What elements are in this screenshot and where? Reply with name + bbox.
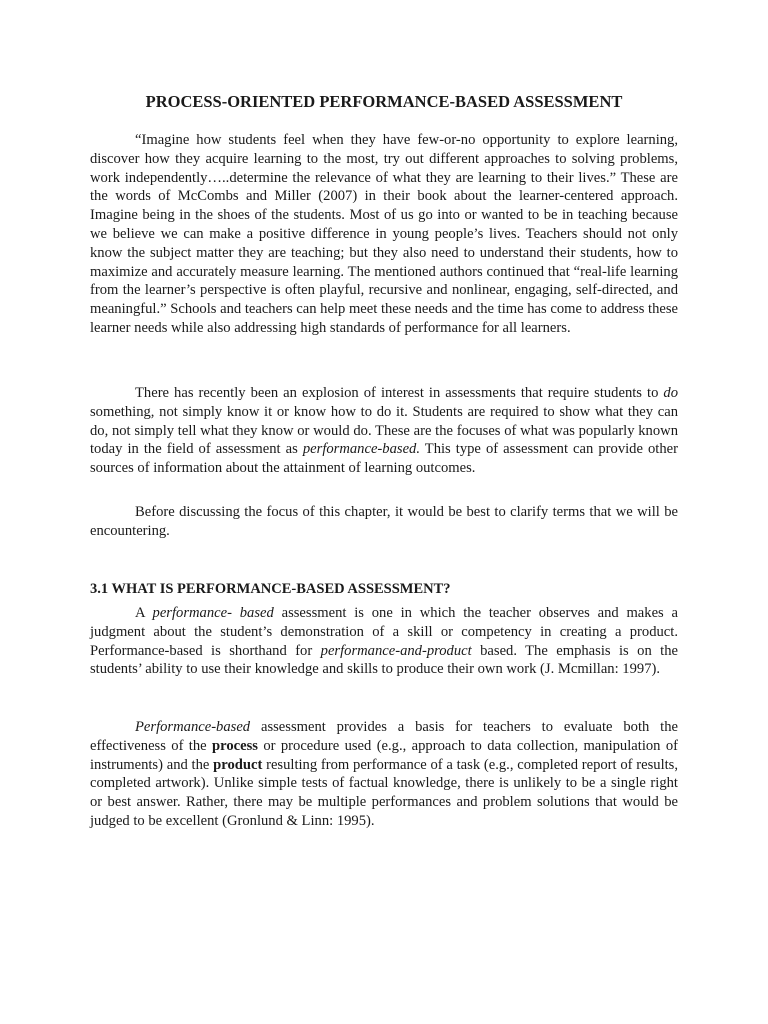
emphasis-performance-based: performance-based. <box>302 441 420 458</box>
text-run: assessment is one in which the teacher observes and makes a judgment about the student’s demonstration of a skill or competency in creating a product. Performance-based is shorthand for <box>90 605 678 659</box>
emphasis-do: do <box>663 385 678 401</box>
page-title: PROCESS-ORIENTED PERFORMANCE-BASED ASSESSMENT <box>145 92 623 111</box>
paragraph-explosion-of-interest <box>90 384 678 478</box>
emphasis-performance-based-term: performance- based <box>152 605 274 621</box>
paragraph-process-and-product <box>90 718 678 831</box>
text-run: A <box>135 605 153 621</box>
text-run: resulting from performance of a task (e.g., completed report of results, completed artwork). Unlike simple tests of factual knowledge, there is unlikely to be a single right or best answer. Rather, there may be multiple performances and problem solutions that would be judged to be excellent (Gronlund & Linn: 1995). <box>90 756 679 829</box>
emphasis-performance-based-lead: Performance-based <box>135 719 251 735</box>
text-run: assessment provides a basis for teachers to evaluate both the effectiveness of the <box>90 719 678 754</box>
text-run: something, not simply know it or know how to do it. Students are required to show what they can do, not simply tell what they know or would do. These are the focuses of what was popularly known today in the field of assessment as <box>90 403 678 458</box>
paragraph-intro: “Imagine how students feel when they have few-or-no opportunity to explore learning, discover how they acquire learning to the most, try out different approaches to solving problems, work independently…..determine the relevance of what they are learning to their lives.” These are the words of McCombs and Miller (2007) in their book about the learner-centered approach. Imagine being in the shoes of the students. Most of us go into or wanted to be in teaching because we believe we can make a positive difference in young people’s lives. Teachers should not only know the subject matter they are teaching; but they also need to understand their students, how to maximize and accurately measure learning. The mentioned authors continued that “real-life learning from the learner’s perspective is often playful, recursive and nonlinear, engaging, self-directed, and meaningful.” Schools and teachers can help meet these needs and the time has come to address these learner needs while also addressing high standards of performance for all learners. <box>90 132 679 336</box>
bold-product: product <box>213 756 263 773</box>
text-run: There has recently been an explosion of interest in assessments that require students to <box>135 385 664 401</box>
text-run: based. The emphasis is on the students’ ability to use their knowledge and skills to produce their own work (J. Mcmillan: 1997). <box>90 642 678 678</box>
paragraph-definition <box>90 604 678 679</box>
bold-process: process <box>212 737 258 754</box>
emphasis-performance-and-product: performance-and-product <box>320 642 472 659</box>
text-run: This type of assessment can provide other sources of information about the attainment of learning outcomes. <box>90 441 678 477</box>
paragraph-clarify-terms: Before discussing the focus of this chapter, it would be best to clarify terms that we will be encountering. <box>90 504 678 539</box>
text-run: or procedure used (e.g., approach to data collection, manipulation of instruments) and the <box>90 737 678 773</box>
section-heading: 3.1 WHAT IS PERFORMANCE-BASED ASSESSMENT? <box>90 581 451 597</box>
